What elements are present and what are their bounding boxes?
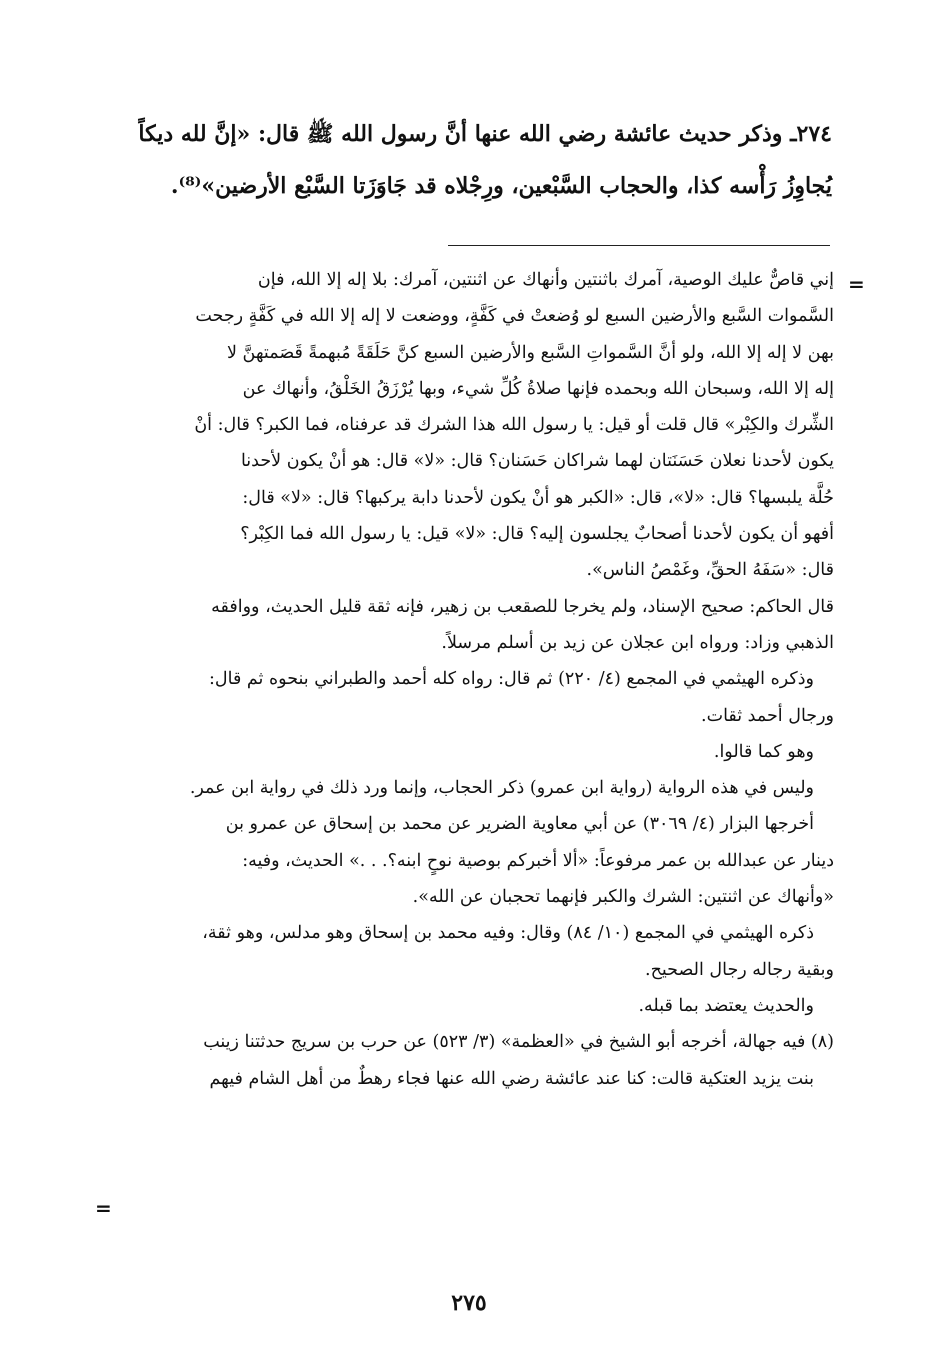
footnote-line: وبقية رجاله رجال الصحيح. (645, 959, 834, 980)
footnote-line: (٨) فيه جهالة، أخرجه أبو الشيخ في «العظمة» (٣/ ٥٢٣) عن حرب بن سريج حدثتنا زينب (203, 1032, 834, 1053)
main-text (120, 108, 832, 212)
footnote-line: والحديث يعتضد بما قبله. (638, 995, 814, 1016)
footnote-line: يكون لأحدنا نعلان حَسَنَتان لهما شراكان حَسَنان؟ قال: «لا» قال: هو أنْ يكون لأحدنا (240, 451, 834, 472)
footnote-line: وليس في هذه الرواية (رواية ابن عمرو) ذكر الحجاب، وإنما ورد ذلك في رواية ابن عمر. (189, 778, 814, 799)
footnote-line: دينار عن عبدالله بن عمر مرفوعاً: «ألا أخبركم بوصية نوحٍ ابنه؟. . .» الحديث، وفيه: (242, 850, 834, 871)
footnote-line: بنت يزيد العتكية قالت: كنا عند عائشة رضي الله عنها فجاء رهطٌ من أهل الشام فيهم (209, 1068, 814, 1089)
footnote-line: إني قاصٌّ عليك الوصية، آمرك باثنتين وأنهاك عن اثنتين، آمرك: بلا إله إلا الله، فإن (257, 270, 834, 290)
footnote-line: ورجال أحمد ثقات. (701, 705, 834, 726)
footnote-line: وذكره الهيثمي في المجمع (٤/ ٢٢٠) ثم قال: رواه كله أحمد والطبراني بنحوه ثم قال: (209, 669, 814, 690)
footnote-line: أخرجها البزار (٤/ ٣٠٦٩) عن أبي معاوية الضرير عن محمد بن إسحاق عن عمرو بن (225, 814, 814, 835)
footnote-line: السَّموات السَّبع والأرضين السبع لو وُضعتْ في كَفَّةٍ، ووضعت لا إله إلا الله في كَفَّةٍ رجحت (195, 306, 834, 327)
footnote-line: أفهو أن يكون لأحدنا أصحابٌ يجلسون إليه؟ قال: «لا» قيل: يا رسول الله فما الكِبْر؟ (240, 524, 834, 545)
footnote-line: «وأنهاك عن اثنتين: الشرك والكبر فإنهما تحجبان عن الله». (412, 887, 834, 908)
footnote-line: بهن لا إله إلا الله، ولو أنَّ السَّمواتِ السَّبع والأرضين السبع كنَّ حَلَقَةً مُبهمةً قَصَمتهنَّ لا (227, 342, 834, 363)
footnote-line: ذكره الهيثمي في المجمع (١٠/ ٨٤) وقال: وفيه محمد بن إسحاق وهو مدلس، وهو ثقة، (202, 923, 814, 944)
footnote-line: الذهبي وزاد: ورواه ابن عجلان عن زيد بن أسلم مرسلاً. (441, 632, 834, 653)
footnote-separator (448, 245, 830, 246)
footnote-continuation-mark: = (848, 272, 865, 296)
footnote-line: قال الحاكم: صحيح الإسناد، ولم يخرجا للصقعب بن زهير، فإنه ثقة قليل الحديث، ووافقه (211, 596, 834, 617)
footnote-line: الشِّرك والكِبْر» قال قلت أو قيل: يا رسول الله هذا الشرك قد عرفناه، فما الكبر؟ قال: أنْ (194, 415, 834, 436)
footnotes (128, 262, 834, 1097)
footnote-line: قال: «سَفَهُ الحقِّ، وغَمْصُ الناس». (586, 560, 834, 581)
footnote-line: وهو كما قالوا. (713, 741, 814, 762)
page-number: ٢٧٥ (451, 1290, 487, 1316)
main-text-line: يُجاوِزُ رَأْسه كذا، والحجاب السَّبْعين، ورِجْلاه قد جَاوَزَتا السَّبْع الأرضين»⁽⁸⁾. (170, 173, 832, 199)
main-text-line: ٢٧٤ـ وذكر حديث عائشة رضي الله عنها أنَّ رسول الله ﷺ قال: «إنَّ لله ديكاً (138, 121, 832, 147)
footnote-line: حُلَّة يلبسها؟ قال: «لا»، قال: «الكبر هو أنْ يكون لأحدنا دابة يركبها؟ قال: «لا» قال: (242, 487, 834, 508)
footnote-line: إله إلا الله، وسبحان الله وبحمده فإنها صلاةُ كُلِّ شيء، وبها يُرْزَقُ الخَلْقُ، وأنهاك عن (242, 378, 834, 399)
footnote-next-page-mark: = (95, 1196, 112, 1220)
